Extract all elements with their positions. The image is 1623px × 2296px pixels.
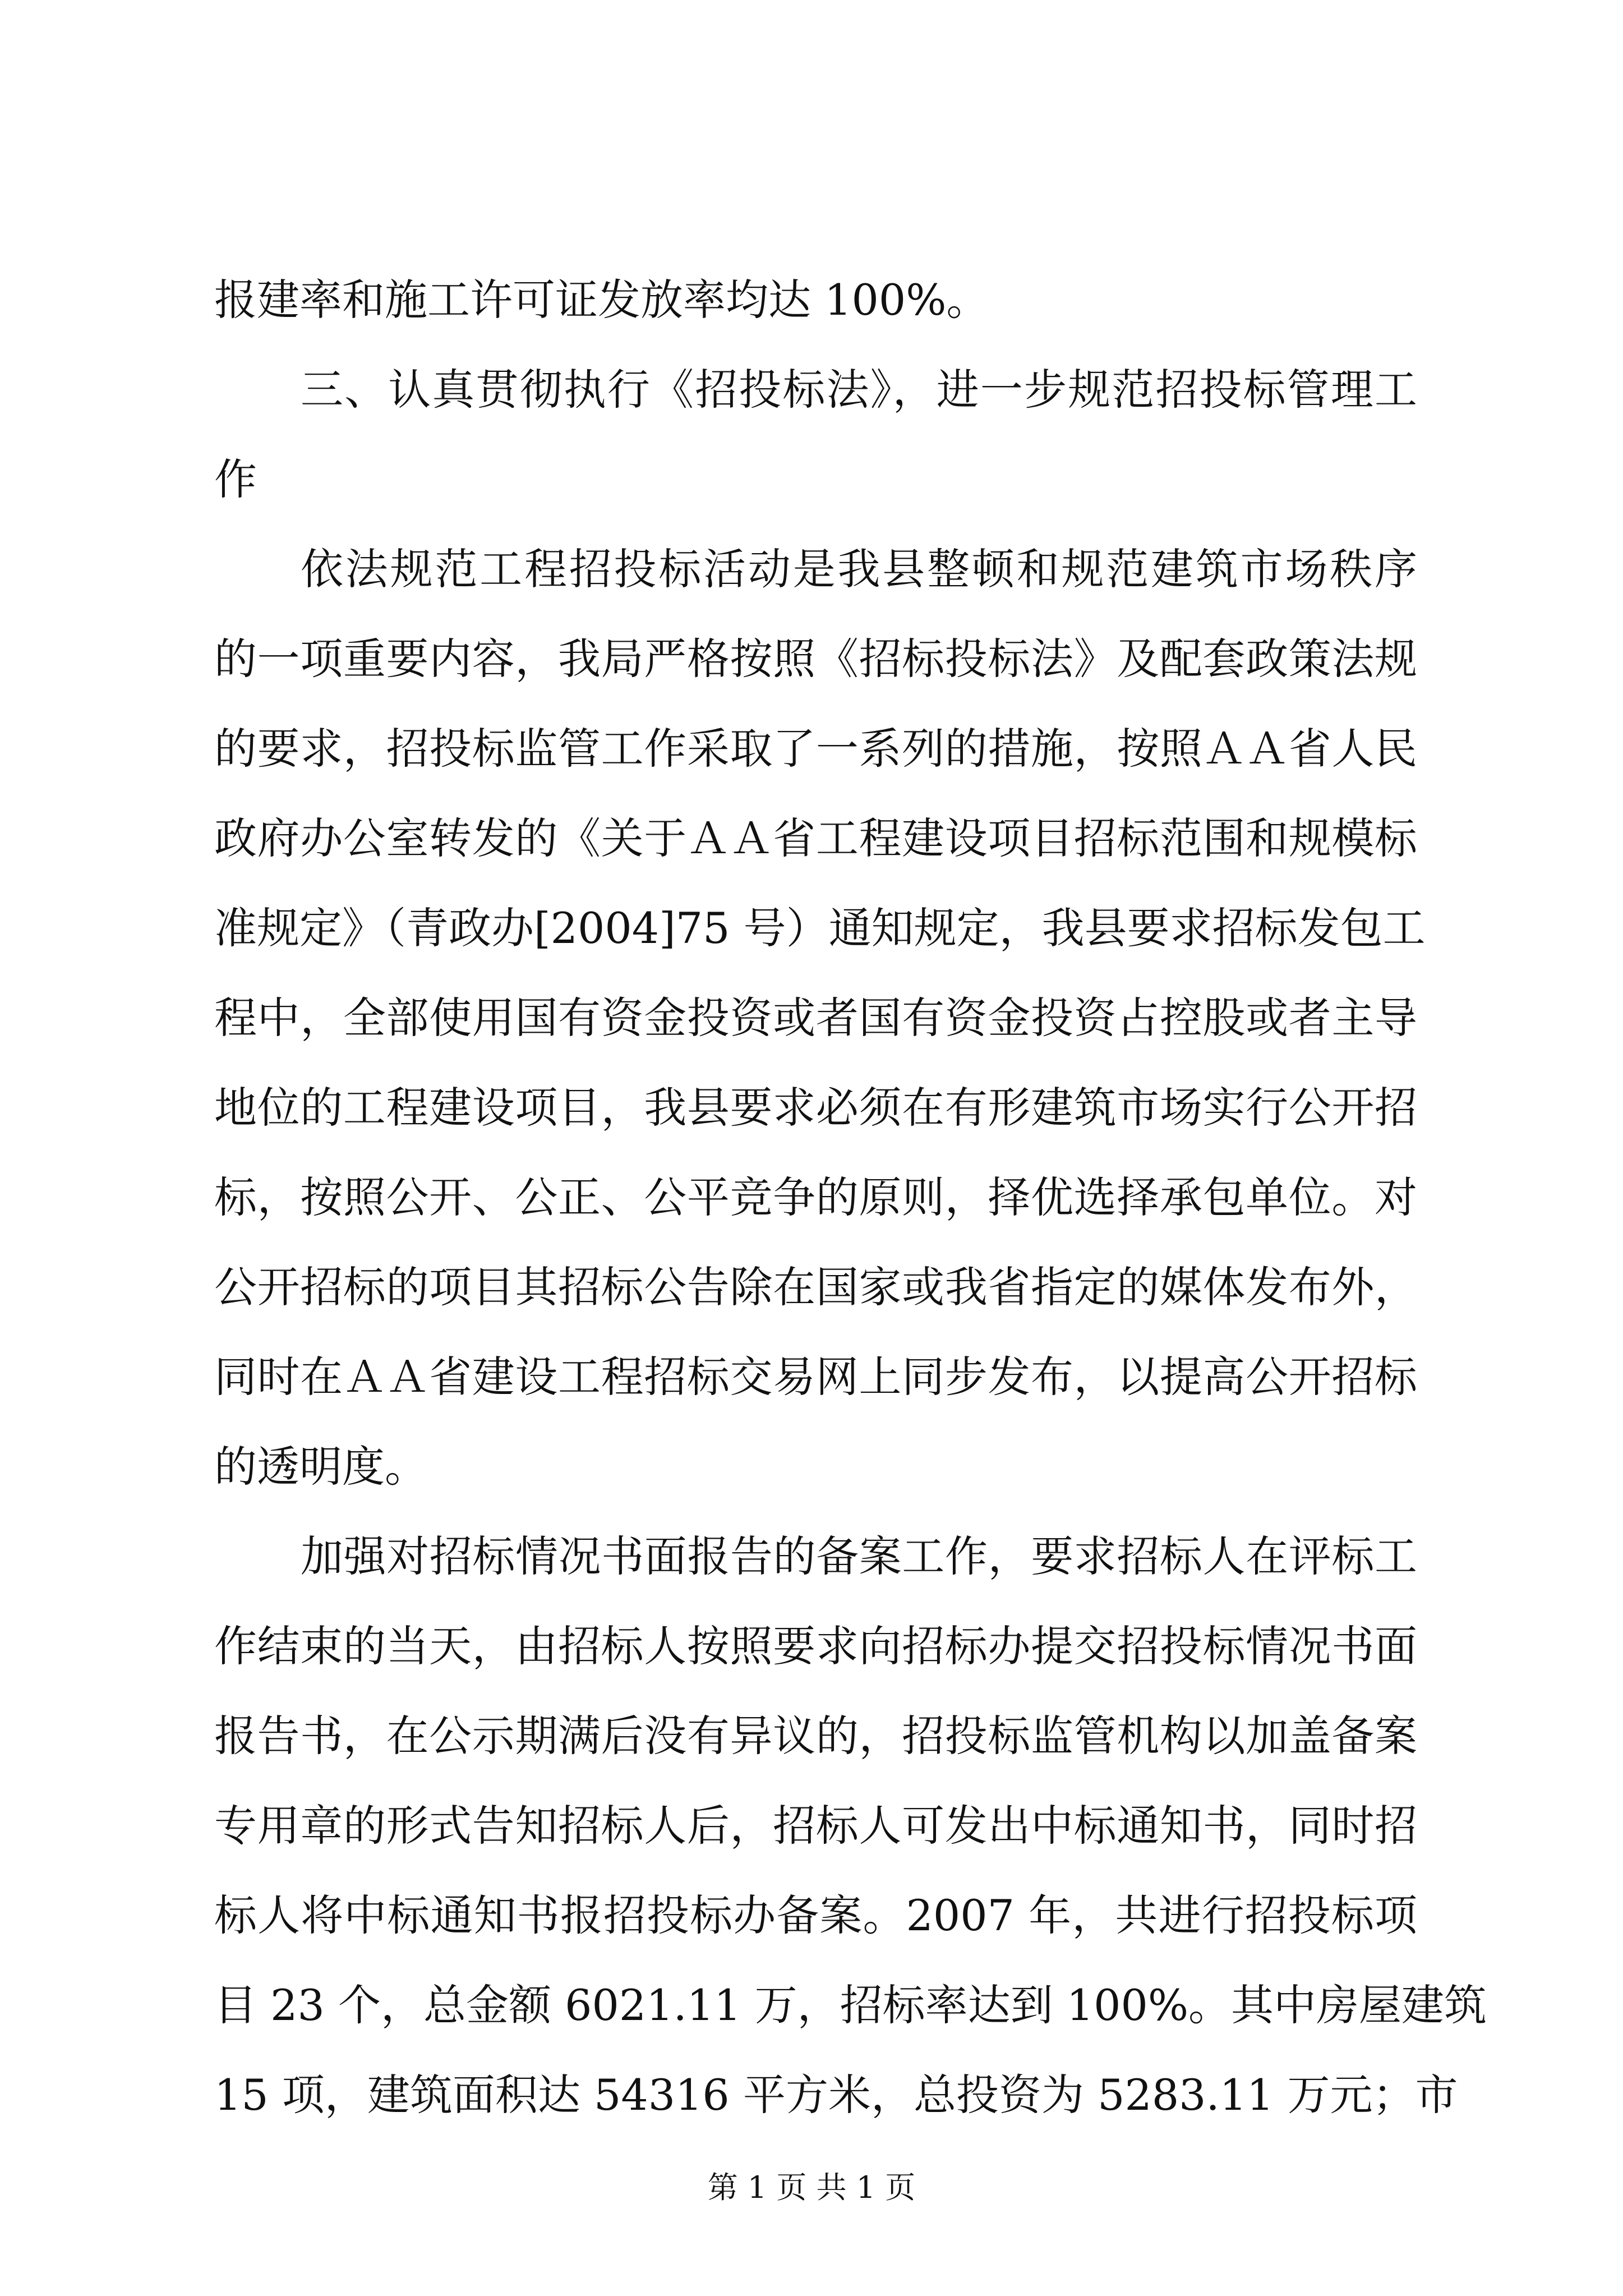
section-heading-line-2: 作	[214, 454, 257, 504]
text-line-4: 依法规范工程招投标活动是我县整顿和规范建筑市场秩序	[301, 544, 1417, 594]
text-line-16: 作结束的当天，由招标人按照要求向招标办提交招投标情况书面	[214, 1621, 1417, 1671]
text-line-7: 政府办公室转发的《关于ＡＡ省工程建设项目招标范围和规模标	[214, 813, 1417, 863]
text-line-12: 公开招标的项目其招标公告除在国家或我省指定的媒体发布外，	[214, 1262, 1417, 1312]
document-body	[214, 255, 1487, 2140]
text-line-10: 地位的工程建设项目，我县要求必须在有形建筑市场实行公开招	[214, 1083, 1417, 1133]
text-line-11: 标，按照公开、公正、公平竞争的原则，择优选择承包单位。对	[214, 1172, 1417, 1222]
text-line-1: 报建率和施工许可证发放率均达 100%。	[214, 275, 989, 325]
text-line-5: 的一项重要内容，我局严格按照《招标投标法》及配套政策法规	[214, 634, 1417, 684]
text-line-17: 报告书，在公示期满后没有异议的，招投标监管机构以加盖备案	[214, 1711, 1417, 1761]
text-line-14: 的透明度。	[214, 1442, 427, 1492]
text-line-8: 准规定》（青政办[2004]75 号）通知规定，我县要求招标发包工	[214, 903, 1426, 953]
text-line-20: 目 23 个，总金额 6021.11 万，招标率达到 100%。其中房屋建筑	[214, 1980, 1487, 2030]
section-heading-line-1: 三、认真贯彻执行《招投标法》，进一步规范招投标管理工	[301, 365, 1417, 415]
text-line-9: 程中，全部使用国有资金投资或者国有资金投资占控股或者主导	[214, 993, 1417, 1043]
page-number-footer: 第 1 页 共 1 页	[707, 2170, 916, 2205]
text-line-18: 专用章的形式告知招标人后，招标人可发出中标通知书，同时招	[214, 1801, 1417, 1851]
text-line-6: 的要求，招投标监管工作采取了一系列的措施，按照ＡＡ省人民	[214, 724, 1417, 774]
text-line-13: 同时在ＡＡ省建设工程招标交易网上同步发布，以提高公开招标	[214, 1352, 1417, 1402]
text-line-21: 15 项，建筑面积达 54316 平方米，总投资为 5283.11 万元；市	[214, 2070, 1458, 2120]
text-line-15: 加强对招标情况书面报告的备案工作，要求招标人在评标工	[301, 1531, 1417, 1581]
text-line-19: 标人将中标通知书报招投标办备案。2007 年，共进行招投标项	[214, 1890, 1417, 1940]
